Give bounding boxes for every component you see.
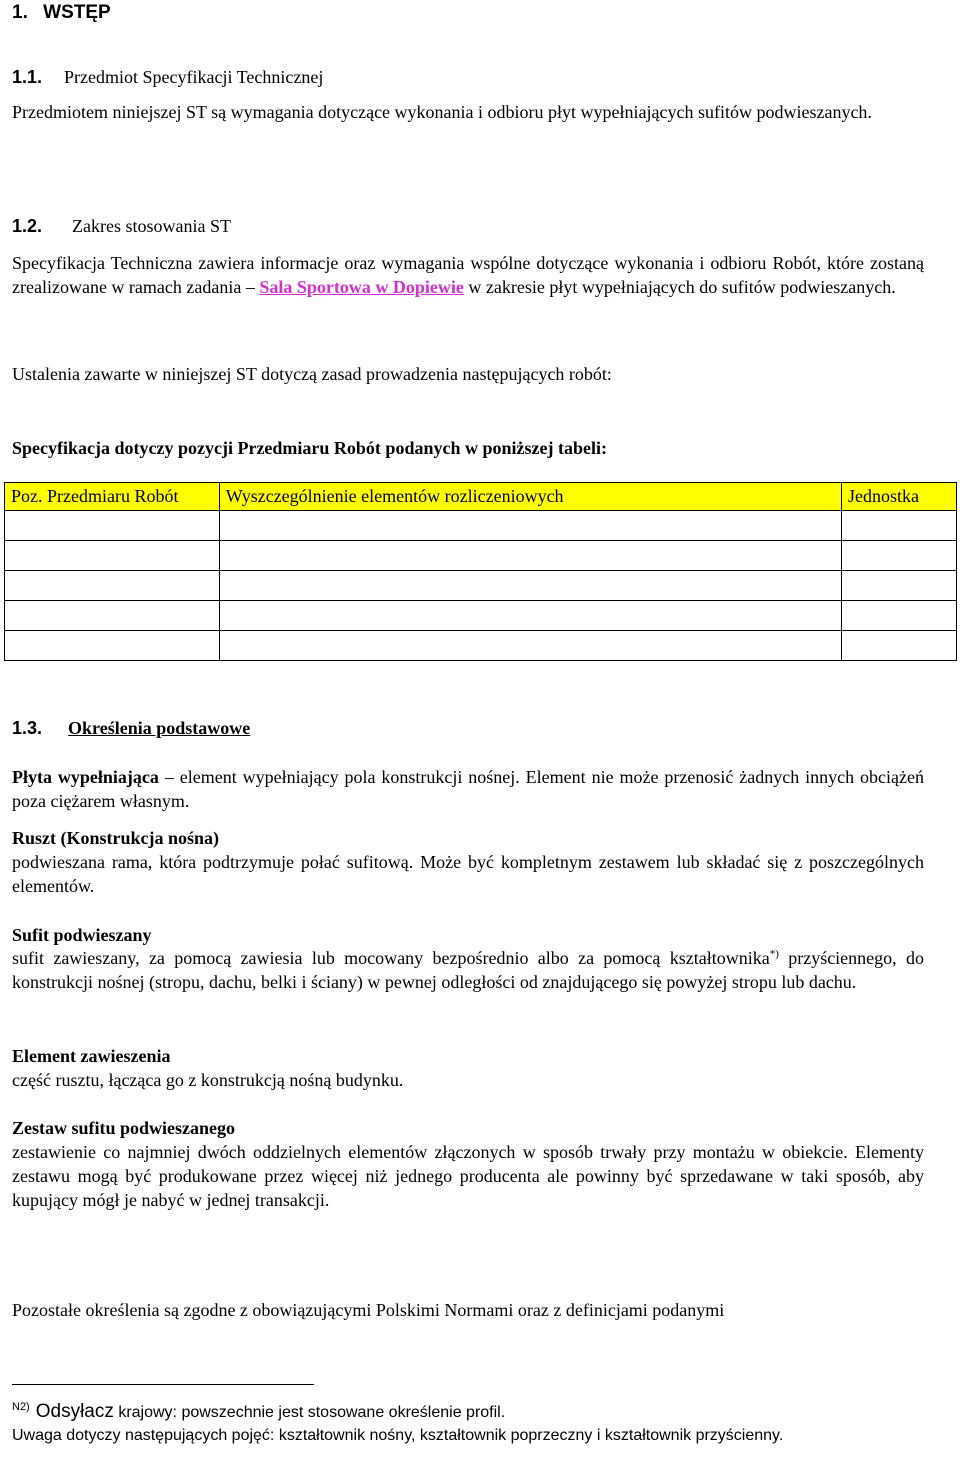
section-1-3-heading — [12, 716, 250, 740]
section-1-2-title: Zakres stosowania ST — [72, 216, 231, 236]
ustalenia-text: Ustalenia zawarte w niniejszej ST dotyczą zasad prowadzenia następujących robót: — [12, 364, 612, 384]
footnote-text-1: krajowy: powszechnie jest stosowane określenie profil. — [113, 1404, 506, 1421]
section-1-title: WSTĘP — [43, 2, 111, 23]
items-table — [4, 482, 957, 661]
table-cell — [842, 631, 957, 661]
table-row — [5, 631, 957, 661]
def-zestaw-term: Zestaw sufitu podwieszanego — [12, 1118, 236, 1138]
def-sufit-term: Sufit podwieszany — [12, 925, 152, 945]
footnote-ref: *) — [769, 948, 779, 960]
section-1-1-body: Przedmiotem niniejszej ST są wymagania dotyczące wykonania i odbioru płyt wypełniających sufitów podwieszanych. — [12, 102, 872, 122]
def-ruszt-text: podwieszana rama, która podtrzymuje połać sufitową. Może być kompletnym zestawem lub składać się z poszczególnych elementów. — [12, 852, 924, 896]
table-cell — [5, 541, 220, 571]
header-unit: Jednostka — [842, 483, 957, 511]
header-position: Poz. Przedmiaru Robót — [5, 483, 220, 511]
section-1-2-number: 1.2. — [12, 216, 43, 236]
pozostale-text: Pozostałe określenia są zgodne z obowiązującymi Polskimi Normami oraz z definicjami podanymi — [12, 1300, 725, 1320]
table-row — [5, 541, 957, 571]
header-description: Wyszczególnienie elementów rozliczeniowych — [219, 483, 841, 511]
footnote-marker: N2) — [12, 1401, 30, 1413]
section-1-3-title: Określenia podstawowe — [68, 718, 251, 738]
table-cell — [842, 541, 957, 571]
table-row — [5, 601, 957, 631]
section-1-1-heading — [12, 65, 323, 89]
section-1-2-body — [12, 251, 924, 299]
table-cell — [842, 571, 957, 601]
section-1-3-number: 1.3. — [12, 718, 43, 738]
section-1-heading — [12, 2, 111, 24]
table-cell — [219, 601, 841, 631]
section-1-2-heading — [12, 214, 231, 238]
def-plyta-text: – element wypełniający pola konstrukcji nośnej. Element nie może przenosić żadnych innych obciążeń poza ciężarem własnym. — [12, 767, 924, 811]
table-cell — [5, 571, 220, 601]
table-cell — [219, 631, 841, 661]
def-element-text: część rusztu, łącząca go z konstrukcją nośną budynku. — [12, 1070, 404, 1090]
table-intro: Specyfikacja dotyczy pozycji Przedmiaru Robót podanych w poniższej tabeli: — [12, 438, 607, 458]
table-cell — [5, 511, 220, 541]
def-ruszt-term: Ruszt (Konstrukcja nośna) — [12, 828, 220, 848]
section-1-number: 1. — [12, 2, 28, 23]
section-1-2-body-start: Specyfikacja Techniczna zawiera informacje oraz wymagania wspólne dotyczące wykonania i odbioru Robót, które zostaną zrealizowane w ramach zadania – — [12, 253, 924, 297]
table-cell — [5, 601, 220, 631]
table-cell — [219, 511, 841, 541]
section-1-1-number: 1.1. — [12, 67, 43, 87]
table-cell — [219, 571, 841, 601]
def-zestaw-text: zestawienie co najmniej dwóch oddzielnych elementów złączonych w sposób trwały przy montażu w obiekcie. Elementy zestawu mogą być produkowane przez więcej niż jednego producenta ale powinny być sprzedawane w taki sposób, aby kupujący mógł je nabyć w jednej transakcji. — [12, 1142, 924, 1210]
def-plyta — [12, 765, 924, 813]
table-cell — [219, 541, 841, 571]
project-link[interactable]: Sala Sportowa w Dopiewie — [259, 277, 464, 297]
footnote-lead: Odsyłacz — [35, 1401, 114, 1422]
def-sufit-text-1: sufit zawieszany, za pomocą zawiesia lub mocowany bezpośrednio albo za pomocą kształtownika — [12, 948, 770, 968]
footnote-line-2: Uwaga dotyczy następujących pojęć: kształtownik nośny, kształtownik poprzeczny i kształtownik przyścienny. — [12, 1427, 784, 1444]
section-1-1-title: Przedmiot Specyfikacji Technicznej — [64, 67, 324, 87]
def-sufit-text — [12, 946, 924, 994]
def-sufit-text-2: przyściennego, do konstrukcji nośnej (stropu, dachu, belki i ściany) w pewnej odległości od znajdującego się powyżej stropu lub dachu. — [12, 948, 924, 992]
def-element-term: Element zawieszenia — [12, 1046, 171, 1066]
def-plyta-term: Płyta wypełniająca — [12, 767, 159, 787]
footnote-line-1 — [12, 1396, 912, 1424]
table-cell — [842, 511, 957, 541]
footnote-separator — [12, 1384, 314, 1385]
table-cell — [842, 601, 957, 631]
table-cell — [5, 631, 220, 661]
section-1-2-body-end: w zakresie płyt wypełniających do sufitów podwieszanych. — [463, 277, 896, 297]
table-header-row — [5, 483, 957, 511]
table-row — [5, 571, 957, 601]
footnote — [12, 1396, 912, 1447]
table-row — [5, 511, 957, 541]
